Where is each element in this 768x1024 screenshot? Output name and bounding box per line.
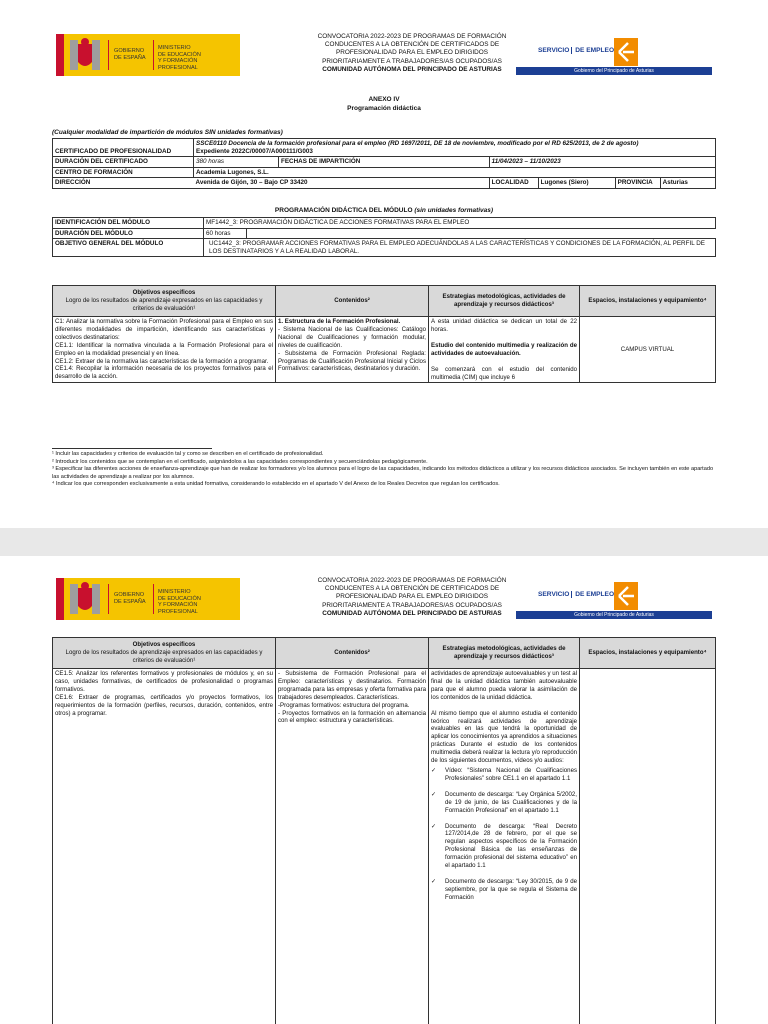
spaces-cell: CAMPUS VIRTUAL xyxy=(580,317,716,383)
servicio-empleo-emblem-icon xyxy=(614,582,638,610)
contents-cell: 1. Estructura de la Formación Profesional. - Sistema Nacional de las Cualificaciones: Catálogo Nacional de Cualificaciones y formación modular, niveles de cualificación. - Subsistema de Formación Profesional Reglada: Programas de Cualificación Profesional Inicial y Ciclos Formativos: características, destinatarios y duración. xyxy=(276,317,429,383)
checkmark-icon: ✓ xyxy=(431,790,437,798)
col-objetivos-header: Objetivos específicos Logro de los resultados de aprendizaje expresados en las capacidades y criterios de evaluación¹ xyxy=(53,286,276,317)
servicio-empleo-emblem-icon xyxy=(614,38,638,66)
servicio-empleo-logo: SERVICIO DE EMPLEO Gobierno del Principado de Asturias xyxy=(516,36,712,78)
contents-cell: - Subsistema de Formación Profesional para el Empleo: características y destinatarios. Formación programada para las empresas y oferta formativa para trabajadores desempleados. Características. -Programas formativos: estructura del programa. - Proyectos formativos en la formación en alternancia con el empleo: estructura y características. xyxy=(276,669,429,1024)
annex-title: ANEXO IV Programación didáctica xyxy=(347,96,421,112)
document-page-2 xyxy=(0,556,768,1024)
header-convocatoria: CONVOCATORIA 2022-2023 DE PROGRAMAS DE FORMACIÓN CONDUCENTES A LA OBTENCIÓN DE CERTIFICADOS DE PROFESIONALIDAD PARA EL EMPLEO DIRIGIDOS PRIORITARIAMENTE A TRABAJADORES/AS OCUPADOS/AS COMUNIDAD AUTÓNOMA DEL PRINCIPADO DE ASTURIAS xyxy=(317,33,507,73)
strategies-cell: actividades de aprendizaje autoevaluables y un test al final de la unidad didáctica también autoevaluable para que el alumno pueda valorar la asimilación de los contenidos de la unidad didáctica. Al mismo tiempo que el alumno estudia el contenido teórico realizará actividades de aprendizaje evaluables en las que tendrá la oportunidad de aplicar los conocimientos ya aprendidos a situaciones prácticas Durante el estudio de los contenidos multimedia deberá realizar la lectura y/o reproducción de los siguientes documentos, vídeos y/o audios: ✓ Vídeo: “Sistema Nacional de Cualificaciones Profesionales” sobre CE1.1 en el apartado 1.1 ✓ Documento de descarga: “Ley Orgánica 5/2002, de 19 de junio, de las Cualificaciones y de la Formación Profesional” en el apartado 1.1 ✓ Documento de descarga: “Real Decreto 127/2014,de 28 de febrero, por el que se regulan aspectos específicos de la Formación Profesional Básica de las enseñanzas de formación profesional del sistema educativo” en el apartado 1.1 ✓ Documento de descarga: “Ley 30/2015, de 9 de septiembre, por la que se regula el Sistema de Formación xyxy=(429,669,580,1024)
checkmark-icon: ✓ xyxy=(431,877,437,885)
footnote-separator xyxy=(52,448,212,449)
list-item: ✓ Documento de descarga: “Real Decreto 127/2014,de 28 de febrero, por el que se regulan aspectos específicos de la Formación Profesional Básica de las enseñanzas de formación profesional del sistema educativo” en el apartado 1.1 xyxy=(431,822,577,870)
list-item: ✓ Documento de descarga: “Ley 30/2015, de 9 de septiembre, por la que se regula el Sistema de Formación xyxy=(431,877,577,901)
col-contenidos-header: Contenidos² xyxy=(276,286,429,317)
programacion-title: PROGRAMACIÓN DIDÁCTICA DEL MÓDULO (sin unidades formativas) xyxy=(274,207,494,214)
col-estrategias-header: Estrategias metodológicas, actividades de aprendizaje y recursos didácticos³ xyxy=(429,286,580,317)
gobierno-espana-logo: GOBIERNO DE ESPAÑA MINISTERIO DE EDUCACIÓN Y FORMACIÓN PROFESIONAL xyxy=(56,578,240,620)
footnotes: ¹ Incluir las capacidades y criterios de evaluación tal y como se describen en el certificado de profesionalidad. ² Introducir los contenidos que se contemplan en el certificado, asignándolos a las capacidades correspondientes y secuenciándolas pedagógicamente. ³ Especificar las diferentes acciones de enseñanza-aprendizaje que han de realizar los formadores y/o los alumnos para el logro de las capacidades, indicando los métodos didácticos a utilizar y los recursos didácticos asociados. Se incluyen también en este apartado las actividades de aprendizaje a realizar por los alumnos. ⁴ Indicar los que corresponden exclusivamente a esta unidad formativa, considerando lo establecido en el apartado V del Anexo de los Reales Decretos que regulan los certificados. xyxy=(52,451,714,488)
col-espacios-header: Espacios, instalaciones y equipamiento⁴ xyxy=(580,286,716,317)
objectives-table xyxy=(52,285,716,383)
objectives-table-continued: Objetivos específicos Logro de los resultados de aprendizaje expresados en las capacidades y criterios de evaluación¹ Contenidos² Estrategias metodológicas, actividades de aprendizaje y recursos didácticos³ Espacios, instalaciones y equipamiento⁴ CE1.5: Analizar los referentes formativos y profesionales de módulos y, en su caso, unidades formativas, de certificados de profesionalidad o programas formativos. CE1.6: Extraer de programas, certificados y/o proyectos formativos, los requerimientos de la formación (perfiles, recursos, duración, contenidos, entre otros) a programar. - Subsistema de Formación Profesional para el Empleo: características y destinatarios. Formación programada para las empresas y oferta formativa para trabajadores desempleados. Características. -Programas formativos: estructura del programa. - Proyectos formativos en la formación en alternancia con el empleo: estructura y características. actividades de aprendizaje autoevaluables y un test al final de la unidad didáctica también autoevaluable para que el alumno pueda valorar la asimilación de los contenidos de la unidad didáctica. Al mismo tiempo que el alumno estudia el contenido teórico realizará actividades de aprendizaje evaluables en las que tendrá la oportunidad de aplicar los conocimientos ya aprendidos a situaciones prácticas Durante el estudio de los contenidos multimedia deberá realizar la lectura y/o reproducción de los siguientes documentos, vídeos y/o audios: ✓ Vídeo: “Sistema Nacional de Cualificaciones Profesionales” sobre CE1.1 en el apartado 1.1 ✓ Documento de descarga: “Ley Orgánica 5/2002, de 19 de junio, de las Cualificaciones y de la Formación Profesional” en el apartado 1.1 ✓ Documento de descarga: “Real Decreto 127/2014,de 28 de febrero, por el que se regulan aspectos específicos de la Formación Profesional Básica de las enseñanzas de formación profesional del sistema educativo” en el apartado 1.1 ✓ Documento de descarga: “Ley 30/2015, de 9 de septiembre, por la que se regula el Sistema de Formación xyxy=(52,637,716,1024)
strategies-cell: A esta unidad didáctica se dedican un total de 22 horas. Estudio del contenido multimedia y realización de actividades de autoevaluación. Se comenzará con el estudio del contenido multimedia (CIM) que incluye 6 xyxy=(429,317,580,383)
checkmark-icon: ✓ xyxy=(431,822,437,830)
objectives-cell: C1: Analizar la normativa sobre la Formación Profesional para el Empleo en sus diferentes modalidades de impartición, identificando sus características y colectivos destinatarios: CE1.1: Identificar la normativa vinculada a la Formación Profesional para el Empleo en la modalidad presencial y en línea. CE1.2: Extraer de la normativa las características de la formación a programar. CE1.4: Recopilar la información necesaria de los proyectos formativos para el desarrollo de la acción. xyxy=(53,317,276,383)
module-info-table: IDENTIFICACIÓN DEL MÓDULO MF1442_3: PROGRAMACIÓN DIDÁCTICA DE ACCIONES FORMATIVAS PARA EL EMPLEO DURACIÓN DEL MÓDULO 60 horas OBJETIVO GENERAL DEL MÓDULO UC1442_3: PROGRAMAR ACCIONES FORMATIVAS PARA EL EMPLEO ADECUÁNDOLAS A LAS CARACTERÍSTICAS Y CONDICIONES DE LA FORMACIÓN, AL PERFIL DE LOS DESTINATARIOS Y A LA REALIDAD LABORAL. xyxy=(52,217,716,257)
certificate-info-table: CERTIFICADO DE PROFESIONALIDAD SSCE0110 Docencia de la formación profesional para el empleo (RD 1697/2011, DE 18 de noviembre, modificado por el RD 625/2013, de 2 de agosto) Expediente 2022C/00007/A000111/G003 DURACIÓN DEL CERTIFICADO 380 horas FECHAS DE IMPARTICIÓN 11/04/2023 – 11/10/2023 CENTRO DE FORMACIÓN Academia Lugones, S.L. DIRECCIÓN Avenida de Gijón, 30 – Bajo CP 33420 LOCALIDAD Lugones (Siero) PROVINCIA Asturias xyxy=(52,138,716,189)
spaces-cell xyxy=(580,669,716,1024)
modality-note: (Cualquier modalidad de impartición de módulos SIN unidades formativas) xyxy=(52,129,283,136)
objectives-cell: CE1.5: Analizar los referentes formativos y profesionales de módulos y, en su caso, unidades formativas, de certificados de profesionalidad o programas formativos. CE1.6: Extraer de programas, certificados y/o proyectos formativos, los requerimientos de la formación (perfiles, recursos, duración, contenidos, entre otros) a programar. xyxy=(53,669,276,1024)
checkmark-icon: ✓ xyxy=(431,766,437,774)
servicio-empleo-logo: SERVICIO DE EMPLEO Gobierno del Principado de Asturias xyxy=(516,580,712,622)
gobierno-espana-logo: GOBIERNO DE ESPAÑA MINISTERIO DE EDUCACIÓN Y FORMACIÓN PROFESIONAL xyxy=(56,34,240,76)
header-convocatoria: CONVOCATORIA 2022-2023 DE PROGRAMAS DE FORMACIÓN CONDUCENTES A LA OBTENCIÓN DE CERTIFICADOS DE PROFESIONALIDAD PARA EL EMPLEO DIRIGIDOS PRIORITARIAMENTE A TRABAJADORES/AS OCUPADOS/AS COMUNIDAD AUTÓNOMA DEL PRINCIPADO DE ASTURIAS xyxy=(317,577,507,617)
resources-list xyxy=(431,767,577,902)
list-item: ✓ Documento de descarga: “Ley Orgánica 5/2002, de 19 de junio, de las Cualificaciones y de la Formación Profesional” en el apartado 1.1 xyxy=(431,790,577,814)
cert-value: SSCE0110 Docencia de la formación profesional para el empleo (RD 1697/2011, DE 18 de noviembre, modificado por el RD 625/2013, de 2 de agosto) Expediente 2022C/00007/A000111/G003 xyxy=(194,139,716,157)
cert-label: CERTIFICADO DE PROFESIONALIDAD xyxy=(53,139,194,157)
list-item: ✓ Vídeo: “Sistema Nacional de Cualificaciones Profesionales” sobre CE1.1 en el apartado 1.1 xyxy=(431,766,577,782)
